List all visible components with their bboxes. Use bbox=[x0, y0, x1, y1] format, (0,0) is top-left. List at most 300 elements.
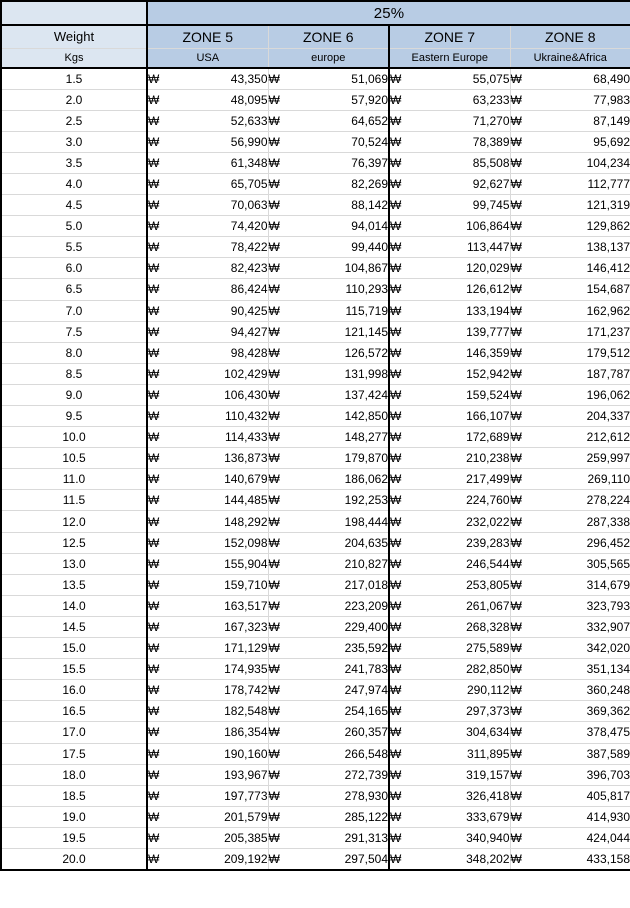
won-currency-symbol: ₩ bbox=[148, 830, 160, 845]
price-cell-zone-6 bbox=[268, 659, 389, 680]
banner-row bbox=[1, 1, 630, 25]
price-amount: 433,158 bbox=[586, 851, 630, 866]
won-currency-symbol: ₩ bbox=[268, 198, 280, 213]
price-amount: 387,589 bbox=[586, 746, 630, 761]
zone-header-6: ZONE 6 bbox=[268, 25, 389, 48]
price-amount: 282,850 bbox=[466, 662, 510, 677]
won-currency-symbol: ₩ bbox=[268, 535, 280, 550]
won-currency-symbol: ₩ bbox=[510, 767, 522, 782]
price-amount: 112,777 bbox=[587, 177, 630, 192]
price-cell-zone-8 bbox=[510, 743, 630, 764]
price-cell-zone-7 bbox=[389, 300, 510, 321]
won-currency-symbol: ₩ bbox=[268, 261, 280, 276]
price-amount: 82,423 bbox=[230, 261, 268, 276]
won-currency-symbol: ₩ bbox=[390, 113, 402, 128]
price-amount: 209,192 bbox=[224, 851, 268, 866]
price-cell-zone-5 bbox=[147, 638, 268, 659]
price-amount: 68,490 bbox=[593, 71, 630, 86]
price-cell-zone-8 bbox=[510, 848, 630, 869]
won-currency-symbol: ₩ bbox=[510, 556, 522, 571]
won-currency-symbol: ₩ bbox=[148, 683, 160, 698]
price-amount: 113,447 bbox=[467, 240, 510, 255]
price-amount: 190,160 bbox=[224, 746, 268, 761]
won-currency-symbol: ₩ bbox=[148, 324, 160, 339]
table-row bbox=[1, 532, 630, 553]
price-cell-zone-7 bbox=[389, 131, 510, 152]
price-cell-zone-7 bbox=[389, 553, 510, 574]
weight-cell: 9.0 bbox=[1, 384, 147, 405]
price-amount: 253,805 bbox=[466, 577, 510, 592]
table-row bbox=[1, 258, 630, 279]
price-amount: 305,565 bbox=[586, 556, 630, 571]
price-cell-zone-5 bbox=[147, 195, 268, 216]
price-amount: 114,433 bbox=[225, 430, 268, 445]
price-cell-zone-6 bbox=[268, 743, 389, 764]
weight-cell: 5.0 bbox=[1, 216, 147, 237]
price-amount: 133,194 bbox=[466, 303, 510, 318]
price-amount: 269,110 bbox=[587, 472, 630, 487]
price-amount: 171,129 bbox=[224, 641, 268, 656]
price-cell-zone-5 bbox=[147, 827, 268, 848]
won-currency-symbol: ₩ bbox=[390, 851, 402, 866]
price-cell-zone-8 bbox=[510, 469, 630, 490]
won-currency-symbol: ₩ bbox=[510, 704, 522, 719]
won-currency-symbol: ₩ bbox=[510, 619, 522, 634]
region-header-usa: USA bbox=[147, 48, 268, 68]
region-name-row bbox=[1, 48, 630, 68]
won-currency-symbol: ₩ bbox=[268, 366, 280, 381]
price-cell-zone-5 bbox=[147, 427, 268, 448]
won-currency-symbol: ₩ bbox=[510, 324, 522, 339]
price-cell-zone-8 bbox=[510, 131, 630, 152]
won-currency-symbol: ₩ bbox=[510, 113, 522, 128]
price-amount: 154,687 bbox=[586, 282, 630, 297]
price-cell-zone-5 bbox=[147, 659, 268, 680]
price-cell-zone-7 bbox=[389, 89, 510, 110]
won-currency-symbol: ₩ bbox=[390, 662, 402, 677]
price-cell-zone-7 bbox=[389, 743, 510, 764]
price-cell-zone-8 bbox=[510, 152, 630, 173]
weight-cell: 1.5 bbox=[1, 68, 147, 89]
table-row bbox=[1, 89, 630, 110]
won-currency-symbol: ₩ bbox=[148, 155, 160, 170]
won-currency-symbol: ₩ bbox=[510, 472, 522, 487]
won-currency-symbol: ₩ bbox=[510, 514, 522, 529]
price-cell-zone-7 bbox=[389, 680, 510, 701]
price-cell-zone-8 bbox=[510, 701, 630, 722]
price-amount: 74,420 bbox=[230, 219, 268, 234]
price-amount: 241,783 bbox=[344, 662, 388, 677]
price-amount: 98,428 bbox=[230, 345, 268, 360]
won-currency-symbol: ₩ bbox=[390, 155, 402, 170]
won-currency-symbol: ₩ bbox=[268, 387, 280, 402]
price-amount: 332,907 bbox=[586, 619, 630, 634]
won-currency-symbol: ₩ bbox=[390, 261, 402, 276]
price-cell-zone-6 bbox=[268, 511, 389, 532]
table-row bbox=[1, 827, 630, 848]
price-cell-zone-6 bbox=[268, 448, 389, 469]
weight-cell: 7.0 bbox=[1, 300, 147, 321]
price-cell-zone-6 bbox=[268, 595, 389, 616]
price-cell-zone-6 bbox=[268, 806, 389, 827]
won-currency-symbol: ₩ bbox=[390, 303, 402, 318]
won-currency-symbol: ₩ bbox=[268, 619, 280, 634]
table-row bbox=[1, 806, 630, 827]
price-amount: 414,930 bbox=[586, 809, 630, 824]
price-amount: 424,044 bbox=[586, 830, 630, 845]
weight-cell: 16.5 bbox=[1, 701, 147, 722]
won-currency-symbol: ₩ bbox=[148, 767, 160, 782]
price-cell-zone-5 bbox=[147, 173, 268, 194]
price-amount: 275,589 bbox=[466, 641, 510, 656]
won-currency-symbol: ₩ bbox=[390, 556, 402, 571]
weight-cell: 14.0 bbox=[1, 595, 147, 616]
price-cell-zone-8 bbox=[510, 279, 630, 300]
price-cell-zone-7 bbox=[389, 216, 510, 237]
won-currency-symbol: ₩ bbox=[148, 92, 160, 107]
won-currency-symbol: ₩ bbox=[268, 324, 280, 339]
zone-header-5: ZONE 5 bbox=[147, 25, 268, 48]
won-currency-symbol: ₩ bbox=[148, 113, 160, 128]
won-currency-symbol: ₩ bbox=[148, 134, 160, 149]
price-cell-zone-8 bbox=[510, 363, 630, 384]
price-amount: 351,134 bbox=[586, 662, 630, 677]
won-currency-symbol: ₩ bbox=[390, 683, 402, 698]
price-cell-zone-6 bbox=[268, 764, 389, 785]
price-cell-zone-5 bbox=[147, 553, 268, 574]
price-amount: 204,635 bbox=[344, 535, 388, 550]
price-cell-zone-8 bbox=[510, 448, 630, 469]
price-cell-zone-8 bbox=[510, 195, 630, 216]
price-amount: 167,323 bbox=[224, 619, 268, 634]
price-amount: 126,572 bbox=[344, 345, 388, 360]
price-cell-zone-6 bbox=[268, 638, 389, 659]
won-currency-symbol: ₩ bbox=[510, 409, 522, 424]
price-amount: 378,475 bbox=[586, 725, 630, 740]
weight-cell: 5.5 bbox=[1, 237, 147, 258]
won-currency-symbol: ₩ bbox=[148, 366, 160, 381]
won-currency-symbol: ₩ bbox=[510, 366, 522, 381]
price-cell-zone-8 bbox=[510, 511, 630, 532]
won-currency-symbol: ₩ bbox=[510, 830, 522, 845]
won-currency-symbol: ₩ bbox=[268, 177, 280, 192]
price-amount: 146,359 bbox=[466, 345, 510, 360]
won-currency-symbol: ₩ bbox=[148, 493, 160, 508]
won-currency-symbol: ₩ bbox=[268, 472, 280, 487]
won-currency-symbol: ₩ bbox=[268, 134, 280, 149]
won-currency-symbol: ₩ bbox=[268, 430, 280, 445]
price-cell-zone-8 bbox=[510, 237, 630, 258]
price-cell-zone-5 bbox=[147, 722, 268, 743]
price-cell-zone-7 bbox=[389, 722, 510, 743]
won-currency-symbol: ₩ bbox=[268, 92, 280, 107]
price-amount: 235,592 bbox=[344, 641, 388, 656]
won-currency-symbol: ₩ bbox=[148, 556, 160, 571]
price-cell-zone-6 bbox=[268, 680, 389, 701]
weight-cell: 8.0 bbox=[1, 342, 147, 363]
price-cell-zone-7 bbox=[389, 384, 510, 405]
price-amount: 136,873 bbox=[224, 451, 268, 466]
price-amount: 99,440 bbox=[351, 240, 388, 255]
price-cell-zone-7 bbox=[389, 342, 510, 363]
price-cell-zone-6 bbox=[268, 785, 389, 806]
won-currency-symbol: ₩ bbox=[390, 366, 402, 381]
won-currency-symbol: ₩ bbox=[510, 725, 522, 740]
price-amount: 55,075 bbox=[472, 71, 510, 86]
price-cell-zone-5 bbox=[147, 279, 268, 300]
price-cell-zone-7 bbox=[389, 448, 510, 469]
won-currency-symbol: ₩ bbox=[268, 71, 280, 86]
price-cell-zone-6 bbox=[268, 195, 389, 216]
price-amount: 304,634 bbox=[466, 725, 510, 740]
price-amount: 342,020 bbox=[586, 641, 630, 656]
price-cell-zone-7 bbox=[389, 785, 510, 806]
price-cell-zone-5 bbox=[147, 152, 268, 173]
price-amount: 197,773 bbox=[224, 788, 268, 803]
weight-cell: 14.5 bbox=[1, 616, 147, 637]
price-cell-zone-6 bbox=[268, 469, 389, 490]
price-amount: 43,350 bbox=[230, 71, 268, 86]
won-currency-symbol: ₩ bbox=[148, 198, 160, 213]
won-currency-symbol: ₩ bbox=[390, 788, 402, 803]
won-currency-symbol: ₩ bbox=[390, 809, 402, 824]
won-currency-symbol: ₩ bbox=[390, 619, 402, 634]
price-cell-zone-7 bbox=[389, 616, 510, 637]
price-amount: 369,362 bbox=[586, 704, 630, 719]
won-currency-symbol: ₩ bbox=[268, 598, 280, 613]
price-amount: 137,424 bbox=[344, 387, 388, 402]
price-cell-zone-8 bbox=[510, 258, 630, 279]
price-cell-zone-8 bbox=[510, 68, 630, 89]
price-amount: 52,633 bbox=[230, 113, 268, 128]
price-cell-zone-5 bbox=[147, 384, 268, 405]
won-currency-symbol: ₩ bbox=[268, 493, 280, 508]
price-cell-zone-8 bbox=[510, 321, 630, 342]
weight-cell: 15.5 bbox=[1, 659, 147, 680]
price-amount: 319,157 bbox=[466, 767, 510, 782]
won-currency-symbol: ₩ bbox=[148, 71, 160, 86]
price-amount: 314,679 bbox=[586, 577, 630, 592]
won-currency-symbol: ₩ bbox=[390, 134, 402, 149]
discount-banner: 25% bbox=[147, 1, 630, 25]
won-currency-symbol: ₩ bbox=[390, 598, 402, 613]
table-row bbox=[1, 131, 630, 152]
won-currency-symbol: ₩ bbox=[148, 641, 160, 656]
weight-cell: 2.5 bbox=[1, 110, 147, 131]
price-cell-zone-5 bbox=[147, 363, 268, 384]
price-cell-zone-6 bbox=[268, 131, 389, 152]
table-row bbox=[1, 321, 630, 342]
price-cell-zone-5 bbox=[147, 321, 268, 342]
table-row bbox=[1, 363, 630, 384]
won-currency-symbol: ₩ bbox=[390, 746, 402, 761]
price-amount: 110,432 bbox=[225, 409, 268, 424]
won-currency-symbol: ₩ bbox=[510, 155, 522, 170]
price-cell-zone-7 bbox=[389, 848, 510, 869]
price-amount: 148,292 bbox=[224, 514, 268, 529]
table-row bbox=[1, 469, 630, 490]
price-amount: 254,165 bbox=[344, 704, 388, 719]
price-cell-zone-8 bbox=[510, 532, 630, 553]
price-cell-zone-5 bbox=[147, 258, 268, 279]
price-amount: 239,283 bbox=[466, 535, 510, 550]
price-amount: 193,967 bbox=[224, 767, 268, 782]
price-cell-zone-7 bbox=[389, 363, 510, 384]
price-cell-zone-5 bbox=[147, 595, 268, 616]
price-amount: 217,499 bbox=[466, 472, 510, 487]
won-currency-symbol: ₩ bbox=[510, 641, 522, 656]
won-currency-symbol: ₩ bbox=[148, 598, 160, 613]
table-row bbox=[1, 680, 630, 701]
price-cell-zone-6 bbox=[268, 68, 389, 89]
won-currency-symbol: ₩ bbox=[510, 809, 522, 824]
price-amount: 323,793 bbox=[586, 598, 630, 613]
price-cell-zone-8 bbox=[510, 553, 630, 574]
price-amount: 340,940 bbox=[466, 830, 510, 845]
won-currency-symbol: ₩ bbox=[268, 577, 280, 592]
price-amount: 326,418 bbox=[466, 788, 510, 803]
price-amount: 198,444 bbox=[344, 514, 388, 529]
weight-unit-header: Kgs bbox=[1, 48, 147, 68]
weight-cell: 8.5 bbox=[1, 363, 147, 384]
won-currency-symbol: ₩ bbox=[510, 451, 522, 466]
price-cell-zone-7 bbox=[389, 511, 510, 532]
won-currency-symbol: ₩ bbox=[510, 71, 522, 86]
price-amount: 152,098 bbox=[224, 535, 268, 550]
won-currency-symbol: ₩ bbox=[148, 177, 160, 192]
won-currency-symbol: ₩ bbox=[390, 725, 402, 740]
price-amount: 166,107 bbox=[466, 409, 510, 424]
won-currency-symbol: ₩ bbox=[390, 704, 402, 719]
price-amount: 139,777 bbox=[466, 324, 510, 339]
price-amount: 296,452 bbox=[586, 535, 630, 550]
weight-cell: 19.5 bbox=[1, 827, 147, 848]
price-cell-zone-7 bbox=[389, 110, 510, 131]
won-currency-symbol: ₩ bbox=[268, 704, 280, 719]
price-cell-zone-6 bbox=[268, 827, 389, 848]
price-amount: 290,112 bbox=[467, 683, 510, 698]
zone-name-row bbox=[1, 25, 630, 48]
region-header-eastern-europe: Eastern Europe bbox=[389, 48, 510, 68]
table-row bbox=[1, 448, 630, 469]
table-row bbox=[1, 110, 630, 131]
table-row bbox=[1, 152, 630, 173]
price-amount: 131,998 bbox=[344, 366, 388, 381]
won-currency-symbol: ₩ bbox=[390, 430, 402, 445]
won-currency-symbol: ₩ bbox=[510, 662, 522, 677]
won-currency-symbol: ₩ bbox=[390, 577, 402, 592]
price-cell-zone-5 bbox=[147, 237, 268, 258]
table-row bbox=[1, 743, 630, 764]
price-amount: 217,018 bbox=[344, 577, 388, 592]
won-currency-symbol: ₩ bbox=[268, 767, 280, 782]
weight-cell: 13.5 bbox=[1, 574, 147, 595]
table-row bbox=[1, 785, 630, 806]
won-currency-symbol: ₩ bbox=[148, 746, 160, 761]
price-amount: 106,430 bbox=[224, 387, 268, 402]
price-amount: 76,397 bbox=[351, 155, 388, 170]
price-cell-zone-7 bbox=[389, 532, 510, 553]
won-currency-symbol: ₩ bbox=[390, 535, 402, 550]
won-currency-symbol: ₩ bbox=[390, 71, 402, 86]
price-amount: 291,313 bbox=[344, 830, 388, 845]
weight-cell: 12.5 bbox=[1, 532, 147, 553]
price-amount: 142,850 bbox=[344, 409, 388, 424]
table-row bbox=[1, 342, 630, 363]
weight-cell: 18.5 bbox=[1, 785, 147, 806]
price-cell-zone-5 bbox=[147, 448, 268, 469]
won-currency-symbol: ₩ bbox=[390, 324, 402, 339]
price-amount: 192,253 bbox=[344, 493, 388, 508]
price-amount: 70,524 bbox=[351, 134, 388, 149]
price-amount: 121,145 bbox=[344, 324, 388, 339]
price-amount: 224,760 bbox=[466, 493, 510, 508]
zone-header-7: ZONE 7 bbox=[389, 25, 510, 48]
price-cell-zone-8 bbox=[510, 173, 630, 194]
won-currency-symbol: ₩ bbox=[390, 767, 402, 782]
price-amount: 99,745 bbox=[472, 198, 510, 213]
won-currency-symbol: ₩ bbox=[148, 851, 160, 866]
price-cell-zone-6 bbox=[268, 321, 389, 342]
price-amount: 106,864 bbox=[466, 219, 510, 234]
table-row bbox=[1, 701, 630, 722]
weight-cell: 6.5 bbox=[1, 279, 147, 300]
price-amount: 187,787 bbox=[586, 366, 630, 381]
price-amount: 223,209 bbox=[344, 598, 388, 613]
price-cell-zone-8 bbox=[510, 659, 630, 680]
price-amount: 63,233 bbox=[472, 92, 510, 107]
price-cell-zone-5 bbox=[147, 701, 268, 722]
price-cell-zone-6 bbox=[268, 110, 389, 131]
price-cell-zone-7 bbox=[389, 173, 510, 194]
price-cell-zone-7 bbox=[389, 701, 510, 722]
price-amount: 61,348 bbox=[230, 155, 268, 170]
price-cell-zone-8 bbox=[510, 490, 630, 511]
won-currency-symbol: ₩ bbox=[268, 240, 280, 255]
price-amount: 205,385 bbox=[224, 830, 268, 845]
won-currency-symbol: ₩ bbox=[390, 409, 402, 424]
weight-cell: 10.0 bbox=[1, 427, 147, 448]
price-amount: 405,817 bbox=[586, 788, 630, 803]
price-cell-zone-6 bbox=[268, 427, 389, 448]
weight-cell: 18.0 bbox=[1, 764, 147, 785]
price-amount: 92,627 bbox=[472, 177, 510, 192]
won-currency-symbol: ₩ bbox=[510, 598, 522, 613]
table-header bbox=[1, 1, 630, 68]
price-amount: 155,904 bbox=[224, 556, 268, 571]
won-currency-symbol: ₩ bbox=[268, 514, 280, 529]
won-currency-symbol: ₩ bbox=[268, 830, 280, 845]
won-currency-symbol: ₩ bbox=[390, 240, 402, 255]
region-header-ukraine-africa: Ukraine&Africa bbox=[510, 48, 630, 68]
price-amount: 333,679 bbox=[466, 809, 510, 824]
price-cell-zone-8 bbox=[510, 89, 630, 110]
price-amount: 48,095 bbox=[230, 92, 268, 107]
table-row bbox=[1, 68, 630, 89]
price-cell-zone-8 bbox=[510, 722, 630, 743]
won-currency-symbol: ₩ bbox=[268, 409, 280, 424]
price-amount: 196,062 bbox=[586, 387, 630, 402]
weight-cell: 11.0 bbox=[1, 469, 147, 490]
won-currency-symbol: ₩ bbox=[148, 240, 160, 255]
price-amount: 159,524 bbox=[466, 387, 510, 402]
price-cell-zone-6 bbox=[268, 574, 389, 595]
price-cell-zone-8 bbox=[510, 638, 630, 659]
price-cell-zone-7 bbox=[389, 279, 510, 300]
price-cell-zone-6 bbox=[268, 258, 389, 279]
won-currency-symbol: ₩ bbox=[148, 282, 160, 297]
price-amount: 70,063 bbox=[230, 198, 268, 213]
